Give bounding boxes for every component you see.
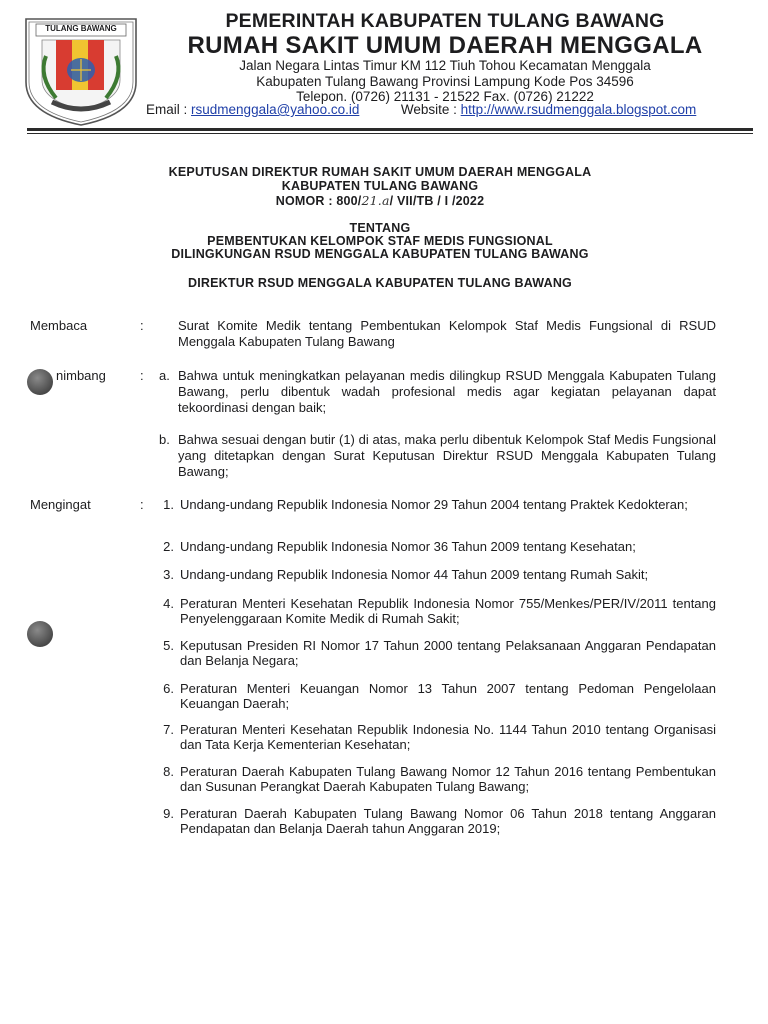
menimbang-colon: : [140,368,144,383]
list-item: Keputusan Presiden RI Nomor 17 Tahun 2000 tentang Pelaksanaan Anggaran Pendapatan dan Belanja Negara; [180,638,716,668]
list-item: Peraturan Daerah Kabupaten Tulang Bawang Nomor 06 Tahun 2018 tentang Anggaran Pendapatan dan Belanja Daerah tahun Anggaran 2019; [180,806,716,836]
list-item: Peraturan Menteri Kesehatan Republik Indonesia No. 1144 Tahun 2010 tentang Organisasi dan Tata Kerja Kementerian Kesehatan; [180,722,716,752]
list-item-number: 7. [163,722,174,737]
address-line-1: Jalan Negara Lintas Timur KM 112 Tiuh Tohou Kecamatan Menggala [239,58,651,73]
decree-number: NOMOR : 800/21.a/ VII/TB / I /2022 [275,193,485,208]
handwritten-number: 21.a [361,193,390,208]
membaca-text: Surat Komite Medik tentang Pembentukan Kelompok Staf Medis Fungsional di RSUD Menggala Kabupaten Tulang Bawang [178,318,716,349]
decree-regency: KABUPATEN TULANG BAWANG [281,179,479,193]
address-line-2: Kabupaten Tulang Bawang Provinsi Lampung Kode Pos 34596 [256,74,634,89]
phone-line: Telepon. (0726) 21131 - 21522 Fax. (0726) 21222 [296,89,594,104]
list-item: Undang-undang Republik Indonesia Nomor 36 Tahun 2009 tentang Kesehatan; [180,539,636,554]
membaca-label: Membaca [30,318,88,333]
list-item-number: 1. [163,497,174,512]
tentang-heading: TENTANG [349,221,411,235]
director-heading: DIREKTUR RSUD MENGGALA KABUPATEN TULANG BAWANG [188,276,572,290]
list-item-number: 4. [163,596,174,611]
logo-caption: TULANG BAWANG [45,24,117,33]
mengingat-colon: : [140,497,144,512]
website-label: Website : [400,102,457,117]
list-item-number: 8. [163,764,174,779]
menimbang-a-mark: a. [159,368,170,383]
list-item-number: 5. [163,638,174,653]
punch-hole [27,369,53,395]
website-link[interactable]: http://www.rsudmenggala.blogspot.com [460,102,697,117]
membaca-colon: : [140,318,144,333]
subject-line-1: PEMBENTUKAN KELOMPOK STAF MEDIS FUNGSIONAL [207,234,553,248]
list-item-number: 2. [163,539,174,554]
punch-hole [27,621,53,647]
contact-line [146,102,696,117]
list-item: Undang-undang Republik Indonesia Nomor 44 Tahun 2009 tentang Rumah Sakit; [180,567,649,582]
list-item-number: 6. [163,681,174,696]
decree-title: KEPUTUSAN DIREKTUR RUMAH SAKIT UMUM DAERAH MENGGALA [168,165,592,179]
subject-line-2: DILINGKUNGAN RSUD MENGGALA KABUPATEN TULANG BAWANG [171,247,589,261]
list-item: Peraturan Menteri Kesehatan Republik Indonesia Nomor 755/Menkes/PER/IV/2011 tentang Penyelenggaraan Komite Medik di Rumah Sakit; [180,596,716,626]
list-item: Peraturan Menteri Keuangan Nomor 13 Tahun 2007 tentang Pedoman Pengelolaan Keuangan Daerah; [180,681,716,711]
list-item-number: 9. [163,806,174,821]
menimbang-a-text: Bahwa untuk meningkatkan pelayanan medis dilingkup RSUD Menggala Kabupaten Tulang Bawang, perlu dibentuk wadah profesional medis agar kegiatan pelayanan dapat tekoordinasi dengan baik; [178,368,716,415]
menimbang-label: nimbang [56,368,106,383]
hospital-name: RUMAH SAKIT UMUM DAERAH MENGGALA [187,32,703,59]
menimbang-b-text: Bahwa sesuai dengan butir (1) di atas, maka perlu dibentuk Kelompok Staf Medis Fungsional yang ditetapkan dengan Surat Keputusan Direktur RSUD Menggala Kabupaten Tulang Bawang; [178,432,716,479]
list-item: Peraturan Daerah Kabupaten Tulang Bawang Nomor 12 Tahun 2016 tentang Pembentukan dan Susunan Perangkat Daerah Kabupaten Tulang Bawang; [180,764,716,794]
letterhead-rule-thin [27,133,753,134]
list-item: Undang-undang Republik Indonesia Nomor 29 Tahun 2004 tentang Praktek Kedokteran; [180,497,688,512]
email-label: Email : [146,102,188,117]
list-item-number: 3. [163,567,174,582]
letterhead-rule-thick [27,128,753,131]
email-link[interactable]: rsudmenggala@yahoo.co.id [191,102,360,117]
government-name: PEMERINTAH KABUPATEN TULANG BAWANG [225,10,665,32]
mengingat-label: Mengingat [30,497,91,512]
menimbang-b-mark: b. [159,432,170,447]
